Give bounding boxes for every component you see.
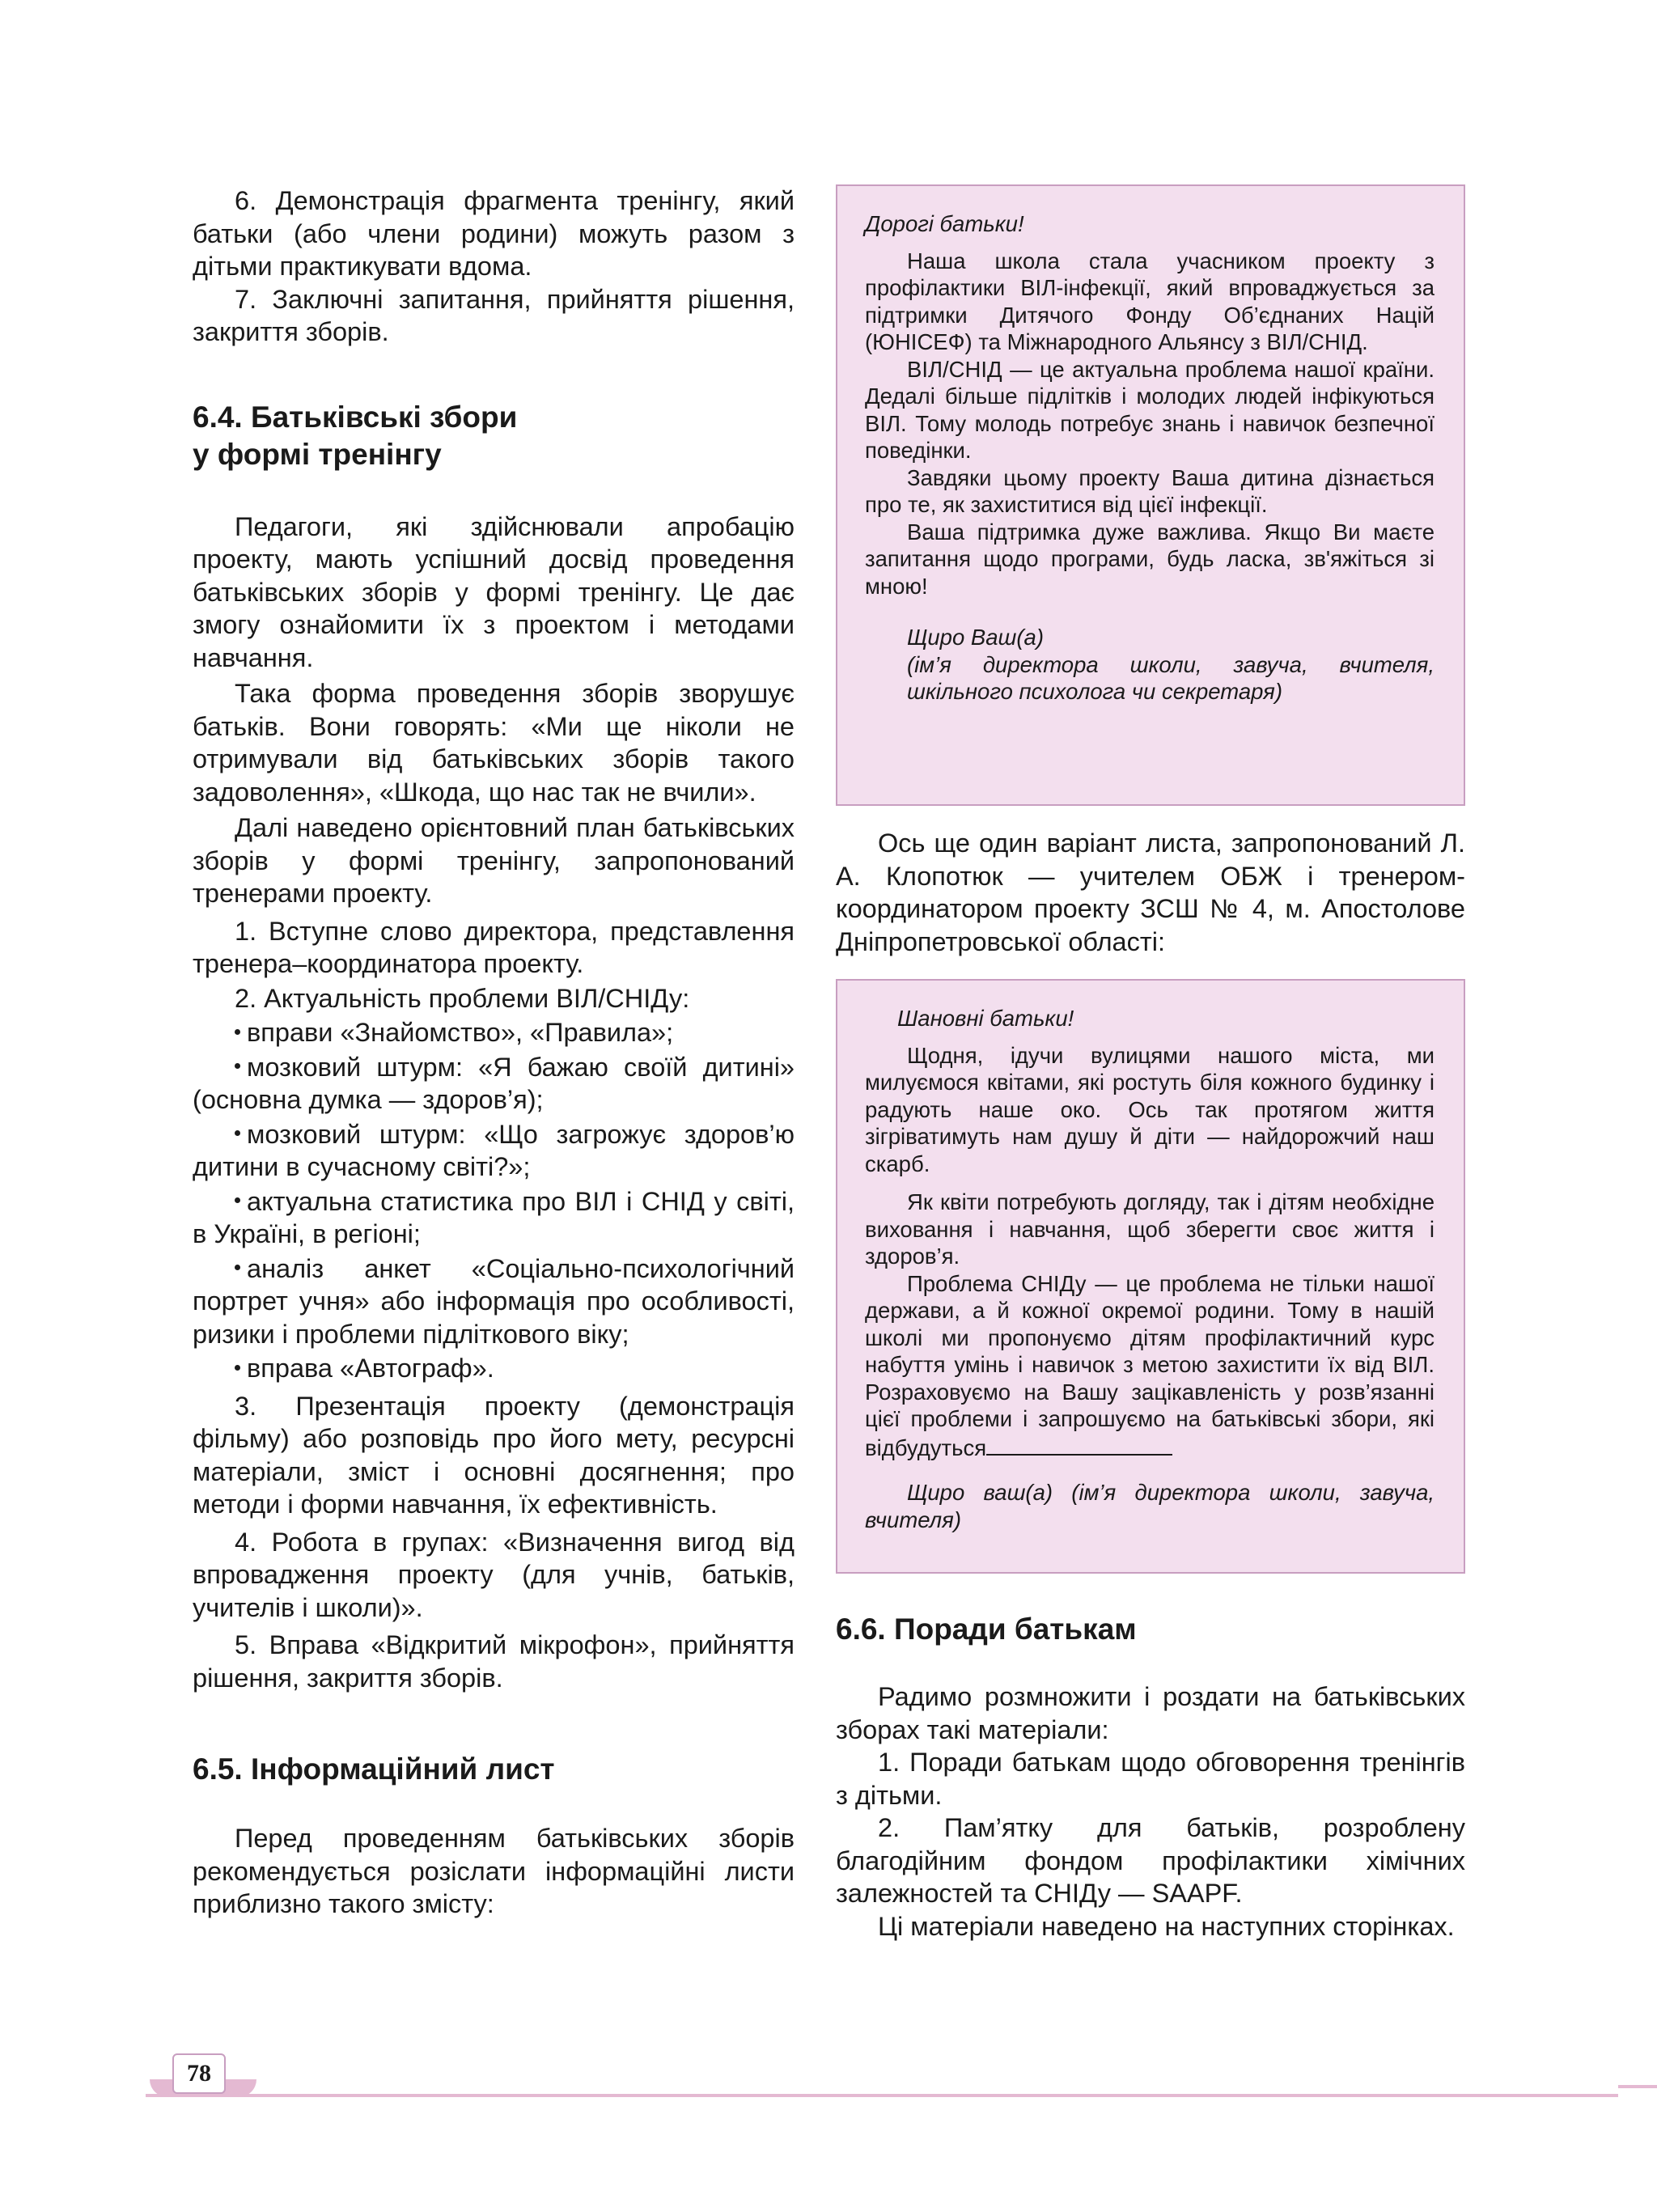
letter-paragraph: Як квіти потребують догляду, так і дітям необхідне виховання і навчання, щоб зберегти своє життя і здоров’я. (865, 1189, 1435, 1269)
bullet-item (193, 1185, 795, 1251)
letter-greeting: Шановні батьки! (897, 1006, 1074, 1031)
letter-paragraph: Завдяки цьому проекту Ваша дитина дізнається про те, як захиститися від цієї інфекції. (865, 464, 1435, 517)
right-column (836, 184, 1465, 1943)
letter-box-1 (836, 184, 1465, 806)
plan-item: 4. Робота в групах: «Визначення вигод від впровадження проекту (для учнів, батьків, учителів і школи)». (193, 1527, 795, 1622)
letter-paragraph: Наша школа стала учасником проекту з профілактики ВІЛ-інфекції, який впроваджується за підтримки Дитячого Фонду Об’єднаних Націй (ЮНІСЕФ) та Міжнародного Альянсу з ВІЛ/СНІД. (865, 248, 1435, 354)
bullet-item (193, 1352, 795, 1385)
plan-item: 3. Презентація проекту (демонстрація фільму) або розповідь про його мету, ресурсні матеріали, зміст і основні досягнення; про методи і форми навчання, їх ефективність. (193, 1391, 795, 1519)
letter-paragraph: ВІЛ/СНІД — це актуальна проблема нашої країни. Дедалі більше підлітків і молодих людей інфікуються ВІЛ. Тому молодь потребує знань і навичок безпечної поведінки. (865, 356, 1435, 463)
section-heading-6-5: 6.5. Інформаційний лист (193, 1752, 555, 1786)
heading-line: 6.4. Батьківські збори (193, 400, 518, 434)
section-heading-6-4 (193, 399, 795, 473)
paragraph: 2. Пам’ятку для батьків, розроблену благодійним фондом профілактики хімічних залежностей та СНІДу — SAAPF. (836, 1813, 1465, 1908)
bullet-item (193, 1016, 795, 1049)
plan-item: 5. Вправа «Відкритий мікрофон», прийняття рішення, закриття зборів. (193, 1630, 795, 1693)
letter-text: Проблема СНІДу — це проблема не тільки нашої держави, а й кожної окремої родини. Тому в нашій школі ми пропонуємо дітям профілактичний курс набуття умінь і навичок з метою захистити їх від ВІЛ. Розраховуємо на Вашу зацікавленість у розв’язанні цієї проблеми і запрошуємо на батьківські збори, які відбудуться (865, 1270, 1435, 1460)
paragraph: Радимо розмножити і роздати на батьківських зборах такі матеріали: (836, 1682, 1465, 1744)
bullet-text: вправа «Автограф». (247, 1354, 494, 1383)
letter-paragraph (865, 1270, 1435, 1462)
paragraph: Далі наведено орієнтовний план батьківських зборів у формі тренінгу, запропонований тренерами проекту. (193, 813, 795, 908)
bullet-icon (235, 1063, 240, 1069)
bullet-item (193, 1051, 795, 1117)
bullet-item (193, 1252, 795, 1351)
paragraph: 1. Поради батькам щодо обговорення тренінгів з дітьми. (836, 1748, 1465, 1810)
bullet-item (193, 1118, 795, 1184)
edge-mark (1618, 2085, 1657, 2088)
letter-paragraph: Щодня, ідучи вулицями нашого міста, ми милуємося квітами, які ростуть біля кожного будинку і радують наше око. Ось так протягом життя зігріватимуть нам душу й діти — найдорожчий наш скарб. (865, 1042, 1435, 1176)
paragraph: Ось ще один варіант листа, запропонований Л. А. Клопотюк — учителем ОБЖ і тренером-координатором проекту ЗСШ № 4, м. Апостолове Дніпропетровської області: (836, 828, 1465, 956)
paragraph: Перед проведенням батьківських зборів рекомендується розіслати інформаційні листи приблизно такого змісту: (193, 1824, 795, 1918)
date-blank-line (986, 1433, 1172, 1456)
bullet-text: актуальна статистика про ВІЛ і СНІД у світі, в Україні, в регіоні; (193, 1186, 795, 1248)
letter-signature: Щиро ваш(а) (ім’я директора школи, завуча, вчителя) (865, 1480, 1435, 1532)
bullet-icon (235, 1365, 240, 1371)
letter-greeting: Дорогі батьки! (865, 211, 1024, 236)
paragraph: 6. Демонстрація фрагмента тренінгу, який батьки (або члени родини) можуть разом з дітьми практикувати вдома. (193, 186, 795, 281)
paragraph: Така форма проведення зборів зворушує батьків. Вони говорять: «Ми ще ніколи не отримували від батьківських зборів такого задоволення», «Шкода, що нас так не вчили». (193, 679, 795, 807)
plan-item: 2. Актуальність проблеми ВІЛ/СНІДу: (235, 983, 690, 1013)
paragraph: Ці матеріали наведено на наступних сторінках. (878, 1911, 1455, 1941)
bullet-icon (235, 1130, 240, 1136)
footer-rule (146, 2094, 1618, 2097)
paragraph: 7. Заключні запитання, прийняття рішення, закриття зборів. (193, 284, 795, 346)
left-column (193, 184, 795, 1921)
bullet-text: мозковий штурм: «Що загрожує здоров’ю дитини в сучасному світі?»; (193, 1119, 795, 1181)
bullet-icon (235, 1029, 240, 1035)
letter-signature-note: (ім’я директора школи, завуча, вчителя, шкільного психолога чи секретаря) (907, 651, 1435, 704)
paragraph: Педагоги, які здійснювали апробацію проекту, мають успішний досвід проведення батьківських зборів у формі тренінгу. Це дає змогу ознайомити їх з проектом і методами навчання. (193, 511, 795, 672)
bullet-icon (235, 1265, 240, 1270)
bullet-text: аналіз анкет «Соціально-психологічний портрет учня» або інформація про особливості, ризики і проблеми підліткового віку; (193, 1253, 795, 1349)
bullet-text: вправи «Знайомство», «Правила»; (247, 1018, 674, 1047)
letter-signature: Щиро Ваш(а) (907, 625, 1044, 650)
plan-item: 1. Вступне слово директора, представлення тренера–координатора проекту. (193, 916, 795, 978)
bullet-text: мозковий штурм: «Я бажаю своїй дитині» (основна думка — здоров’я); (193, 1052, 795, 1114)
bullet-icon (235, 1197, 240, 1203)
page-number: 78 (172, 2053, 226, 2094)
letter-box-2 (836, 979, 1465, 1574)
letter-paragraph: Ваша підтримка дуже важлива. Якщо Ви маєте запитання щодо програми, будь ласка, зв'яжіться зі мною! (865, 519, 1435, 599)
section-heading-6-6: 6.6. Поради батькам (836, 1612, 1137, 1646)
heading-line: у формі тренінгу (193, 437, 442, 471)
